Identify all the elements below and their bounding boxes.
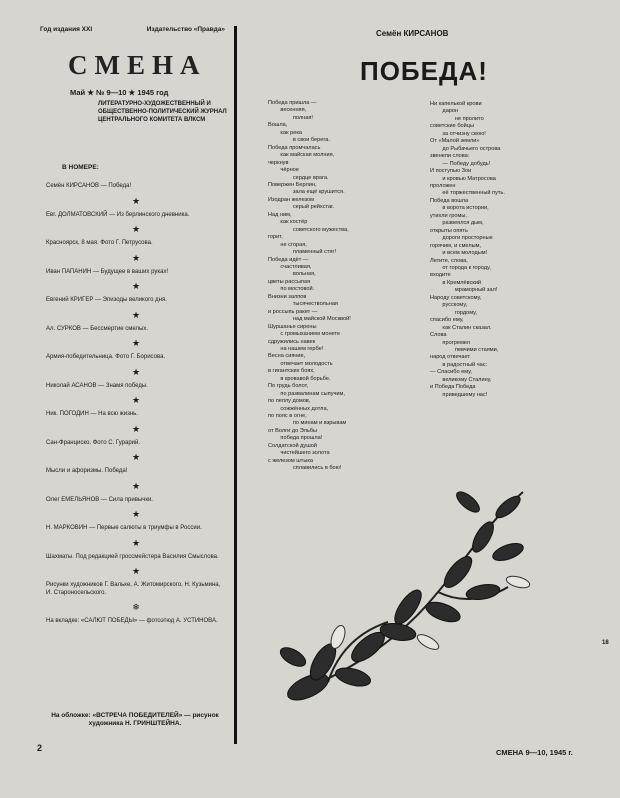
poem-column-1: Победа пришла — весенняя, полная! Вошла, как река в свои берега. Победа промчалась как майская молния, черкнув чёрное сердце врага. Повержен Берлин, зала ещё крушится. Изодран железом серый рейхстаг. Над ним, как костёр советского мужества, горит, не сгорая, пламенный стяг! Победа идёт — счастливая, вольная, цветы рассыпая по мостовой. Внизни залпов тысячествольная и россыпь ракет — над майской Москвой! Шуршанье сирены с громыханием монете сдружились навек на нашем гербе! Весна сияние, отвечает молодость в гигантских боях, в кровавой борьбе. По грудь болот, по развалинам сыпучим, по пеплу домов, сожжённых дотла, по пояс в огне, по минам и взрывам от Волги до Эльбы победа прошла! Солдатской душой чистейшего золота с железом штыка сплавились в бою!: [268, 100, 351, 472]
toc-separator-star: ★: [131, 509, 141, 519]
toc-item: Рисунки художников Г. Вальке, А. Житомирского, Н. Кузьмина, И. Староносельского.: [46, 582, 221, 596]
toc-separator-star: ★: [131, 195, 141, 206]
magazine-description: ЛИТЕРАТУРНО-ХУДОЖЕСТВЕННЫЙ И ОБЩЕСТВЕННО-ПОЛИТИЧЕСКИЙ ЖУРНАЛ ЦЕНТРАЛЬНОГО КОМИТЕТА ВЛКСМ: [98, 101, 227, 123]
masthead-info: [40, 26, 225, 33]
toc-item: Евгений КРИГЕР — Эпизоды великого дня.: [46, 297, 167, 303]
toc-item: Красноярск, 8 мая. Фото Г. Петрусова.: [46, 240, 153, 246]
toc-separator-star: ★: [131, 480, 141, 491]
laurel-branch-illustration: [268, 472, 548, 722]
toc-separator-star: ★: [131, 309, 141, 320]
edition-year: Год издания XXI: [40, 26, 93, 33]
toc-separator-star: ★: [131, 252, 141, 263]
toc-item: Мысли и афоризмы. Победа!: [46, 468, 128, 474]
toc-item: Сан-Франциско. Фото С. Гурарий.: [46, 439, 141, 446]
toc-item: Николай АСАНОВ — Знамя победы.: [46, 382, 148, 389]
toc-separator-star: ★: [131, 224, 141, 234]
toc-item: Шахматы. Под редакцией гроссмейстера Василия Смыслова.: [46, 553, 219, 560]
toc-separator-star: ★: [131, 395, 141, 405]
poem-title: ПОБЕДА!: [360, 56, 488, 86]
toc-separator-star: ★: [131, 423, 141, 434]
issue-line: Май ★ № 9—10 ★ 1945 год: [70, 88, 169, 97]
toc-item: Иван ПАПАНИН — Будущее в ваших руках!: [46, 268, 169, 275]
toc-heading: В НОМЕРЕ:: [62, 164, 99, 171]
cover-note: На обложке: «ВСТРЕЧА ПОБЕДИТЕЛЕЙ» — рисунок художника Н. ГРИНШТЕЙНА.: [51, 712, 219, 727]
publisher: Издательство «Правда»: [146, 26, 225, 33]
toc-separator-star: ★: [131, 537, 141, 548]
poem-author: Семён КИРСАНОВ: [376, 29, 449, 38]
toc-separator-star: ★: [131, 338, 141, 348]
toc-item: Ник. ПОГОДИН — На всю жизнь.: [46, 411, 138, 417]
toc-separator-star: ★: [131, 566, 141, 576]
poem-column-2: Ни капелькой крови дарон не пролито советские бойцы за отчизну свою! От «Малой земли» до Рыбачьего острова звенели слова: — Победу добудь! И поступью Зои и кровью Матросова проложен её торжественный путь. Победа вошла в ворота истории, утихли громы, развеялся дым, открыты опять дороги просторные горячим, и смелым, и всем молодым! Летите, слова, от города к городу, входите в Кремлёвский мраморный зал! Народу советскому, русскому, гордому, спасибо ему, как Сталин сказал. Слова прогремел певчими стаями, народ отвечает в радостный час: — Спасибо ему, великому Сталину, и Победа Победа приведшему нас!: [430, 101, 505, 398]
toc-item: Евг. ДОЛМАТОВСКИЙ — Из берлинского дневника.: [46, 211, 190, 218]
toc-item: Ал. СУРКОВ — Бессмертие смелых.: [46, 325, 149, 332]
toc-separator-star: ★: [131, 452, 141, 462]
toc-item: Армия-победительница. Фото Г. Борисова.: [46, 354, 166, 360]
column-divider: [234, 26, 237, 744]
toc-item: Олег ЕМЕЛЬЯНОВ — Сила привычки.: [46, 496, 153, 503]
page-number: 2: [37, 743, 43, 753]
footer-issue: СМЕНА 9—10, 1945 г.: [496, 748, 573, 757]
toc-separator-star: ★: [131, 366, 141, 377]
magazine-logo: СМЕНА: [68, 50, 207, 80]
side-page-number: 18: [602, 640, 609, 646]
toc-item: Н. МАРКОВИН — Первые салюты в триумфы в России.: [46, 525, 202, 531]
toc-item: Семён КИРСАНОВ — Победа!: [46, 183, 132, 189]
toc-separator-star: ★: [131, 281, 141, 291]
toc-separator-star: ❄: [132, 602, 140, 612]
table-of-contents: [46, 183, 226, 632]
toc-item: На вкладке: «САЛЮТ ПОБЕДЫ» — фотоэтюд А. УСТИНОВА.: [46, 618, 218, 624]
